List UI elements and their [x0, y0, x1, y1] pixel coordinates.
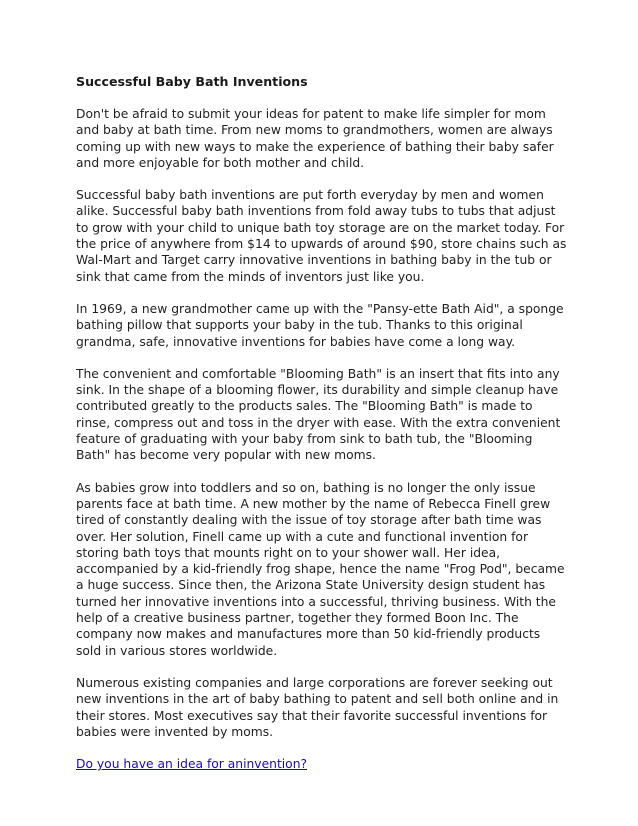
document-title: Successful Baby Bath Inventions: [76, 74, 308, 89]
paragraph-inventions-overview: Successful baby bath inventions are put forth everyday by men and women alike. Successful baby bath inventions from fold away tubs to tubs that adjust to grow with your child to unique bath toy storage are on the market today. For the price of anywhere from $14 to upwards of around $90, store chains such as Wal-Mart and Target carry innovative inventions in bathing baby in the tub or sink that came from the minds of inventors just like you.: [76, 188, 567, 284]
paragraph-intro: Don't be afraid to submit your ideas for patent to make life simpler for mom and baby at bath time. From new moms to grandmothers, women are always coming up with new ways to make the experience of bathing their baby safer and more enjoyable for both mother and child.: [76, 107, 554, 170]
paragraph-pansy-ette: In 1969, a new grandmother came up with the "Pansy-ette Bath Aid", a sponge bathing pillow that supports your baby in the tub. Thanks to this original grandma, safe, innovative inventions for babies have come a long way.: [76, 301, 564, 349]
document-body: [76, 74, 568, 772]
paragraph-corporations: Numerous existing companies and large corporations are forever seeking out new inventions in the art of baby bathing to patent and sell both online and in their stores. Most executives say that their favorite successful inventions for babies were invented by moms.: [76, 675, 559, 739]
idea-for-invention-link[interactable]: Do you have an idea for aninvention?: [76, 757, 308, 772]
paragraph-frog-pod: As babies grow into toddlers and so on, bathing is no longer the only issue parents face at bath time. A new mother by the name of Rebecca Finell grew tired of constantly dealing with the issue of toy storage after bath time was over. Her solution, Finell came up with a cute and functional invention for storing bath toys that mounts right on to your shower wall. Her idea, accompanied by a kid-friendly frog shape, hence the name "Frog Pod", became a huge success. Since then, the Arizona State University design student has turned her innovative inventions into a successful, thriving business. With the help of a creative business partner, together they formed Boon Inc. The company now makes and manufactures more than 50 kid-friendly products sold in various stores worldwide.: [76, 480, 565, 658]
paragraph-blooming-bath: The convenient and comfortable "Blooming Bath" is an insert that fits into any sink. In the shape of a blooming flower, its durability and simple cleanup have contributed greatly to the products sales. The "Blooming Bath" is made to rinse, compress out and toss in the dryer with ease. With the extra convenient feature of graduating with your baby from sink to bath tub, the "Blooming Bath" has become very popular with new moms.: [76, 366, 561, 463]
